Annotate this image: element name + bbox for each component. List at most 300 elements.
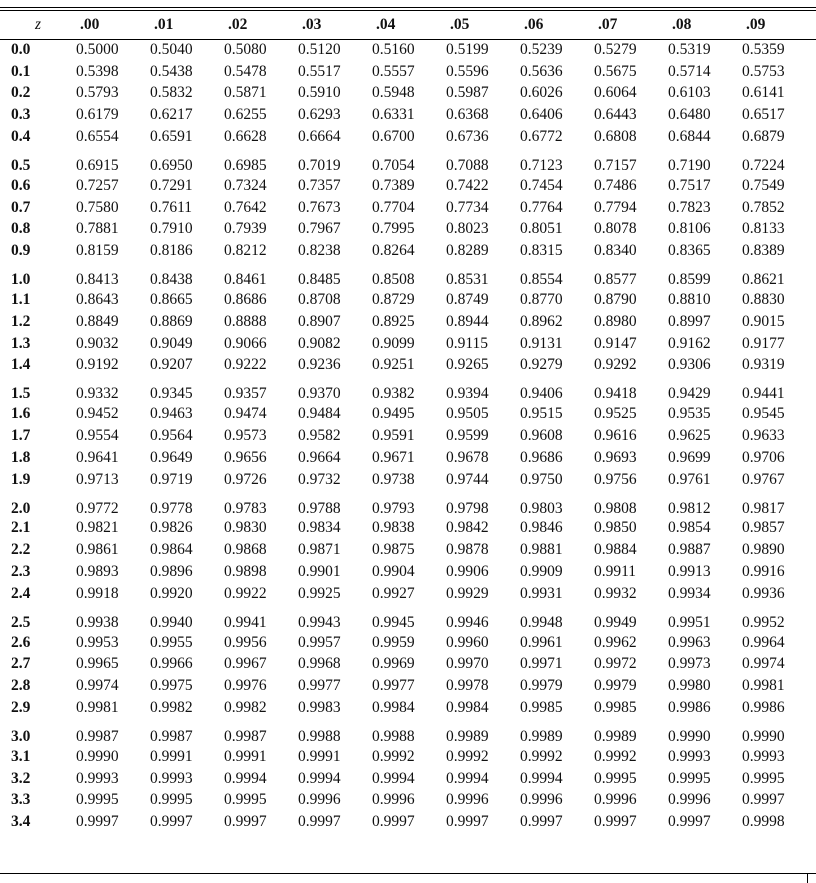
z-value-cell: 0.7: [11, 198, 31, 216]
z-value-cell: 1.9: [11, 470, 31, 488]
probability-cell: 0.9898: [224, 563, 267, 581]
probability-cell: 0.9591: [372, 427, 415, 445]
probability-cell: 0.9987: [150, 727, 193, 745]
probability-cell: 0.9990: [668, 727, 711, 745]
probability-cell: 0.9949: [594, 613, 637, 631]
probability-cell: 0.9920: [150, 584, 193, 602]
probability-cell: 0.9994: [520, 769, 563, 787]
z-value-cell: 2.6: [11, 633, 31, 651]
probability-cell: 0.6103: [668, 84, 711, 102]
probability-cell: 0.8289: [446, 242, 489, 260]
probability-cell: 0.9236: [298, 356, 341, 374]
probability-cell: 0.5793: [76, 84, 119, 102]
probability-cell: 0.8531: [446, 271, 489, 289]
probability-cell: 0.8438: [150, 271, 193, 289]
probability-cell: 0.9857: [742, 519, 785, 537]
probability-cell: 0.5478: [224, 62, 267, 80]
probability-cell: 0.5714: [668, 62, 711, 80]
probability-cell: 0.9986: [668, 699, 711, 717]
probability-cell: 0.8186: [150, 242, 193, 260]
table-row: [0, 311, 816, 333]
probability-cell: 0.7823: [668, 198, 711, 216]
table-row: [0, 376, 816, 403]
probability-cell: 0.5239: [520, 40, 563, 58]
probability-cell: 0.9306: [668, 356, 711, 374]
z-value-cell: 3.0: [11, 727, 31, 745]
probability-cell: 0.9162: [668, 334, 711, 352]
probability-cell: 0.5000: [76, 40, 119, 58]
probability-cell: 0.7673: [298, 198, 341, 216]
table-row: [0, 790, 816, 812]
table-row: [0, 697, 816, 719]
probability-cell: 0.9911: [594, 563, 637, 581]
probability-cell: 0.9535: [668, 405, 711, 423]
probability-cell: 0.9997: [372, 813, 415, 831]
probability-cell: 0.6808: [594, 128, 637, 146]
probability-cell: 0.6517: [742, 106, 785, 124]
probability-cell: 0.9992: [446, 747, 489, 765]
z-value-cell: 1.8: [11, 448, 31, 466]
probability-cell: 0.6700: [372, 128, 415, 146]
probability-cell: 0.9564: [150, 427, 193, 445]
probability-cell: 0.8686: [224, 291, 267, 309]
probability-cell: 0.9992: [594, 747, 637, 765]
probability-cell: 0.5948: [372, 84, 415, 102]
probability-cell: 0.6064: [594, 84, 637, 102]
probability-cell: 0.5160: [372, 40, 415, 58]
probability-cell: 0.9830: [224, 519, 267, 537]
table-row: [0, 403, 816, 425]
probability-cell: 0.8508: [372, 271, 415, 289]
probability-cell: 0.9838: [372, 519, 415, 537]
probability-cell: 0.9207: [150, 356, 193, 374]
probability-cell: 0.6179: [76, 106, 119, 124]
z-value-cell: 3.2: [11, 769, 31, 787]
z-value-cell: 0.0: [11, 40, 31, 58]
z-value-cell: 0.5: [11, 156, 31, 174]
probability-cell: 0.5438: [150, 62, 193, 80]
probability-cell: 0.9991: [298, 747, 341, 765]
z-value-cell: 0.4: [11, 128, 31, 146]
probability-cell: 0.9977: [372, 677, 415, 695]
probability-cell: 0.9993: [742, 747, 785, 765]
probability-cell: 0.9842: [446, 519, 489, 537]
table-row: [0, 583, 816, 605]
probability-cell: 0.9997: [742, 791, 785, 809]
probability-cell: 0.9946: [446, 613, 489, 631]
probability-cell: 0.9713: [76, 470, 119, 488]
probability-cell: 0.9995: [76, 791, 119, 809]
probability-cell: 0.7257: [76, 176, 119, 194]
probability-cell: 0.5319: [668, 40, 711, 58]
table-row: [0, 197, 816, 219]
probability-cell: 0.9846: [520, 519, 563, 537]
top-rule-outer: [0, 7, 816, 8]
probability-cell: 0.9834: [298, 519, 341, 537]
table-row: [0, 83, 816, 105]
probability-cell: 0.9995: [742, 769, 785, 787]
probability-cell: 0.9965: [76, 655, 119, 673]
probability-cell: 0.9719: [150, 470, 193, 488]
probability-cell: 0.8577: [594, 271, 637, 289]
header-col: .02: [228, 16, 248, 33]
probability-cell: 0.5557: [372, 62, 415, 80]
probability-cell: 0.8997: [668, 312, 711, 330]
probability-cell: 0.9904: [372, 563, 415, 581]
probability-cell: 0.9608: [520, 427, 563, 445]
probability-cell: 0.6736: [446, 128, 489, 146]
probability-cell: 0.5398: [76, 62, 119, 80]
probability-cell: 0.9793: [372, 499, 415, 517]
probability-cell: 0.9977: [298, 677, 341, 695]
probability-cell: 0.9997: [594, 813, 637, 831]
probability-cell: 0.9292: [594, 356, 637, 374]
probability-cell: 0.9982: [224, 699, 267, 717]
z-value-cell: 2.7: [11, 655, 31, 673]
probability-cell: 0.9599: [446, 427, 489, 445]
z-value-cell: 0.3: [11, 106, 31, 124]
probability-cell: 0.9918: [76, 584, 119, 602]
table-row: [0, 148, 816, 175]
probability-cell: 0.8315: [520, 242, 563, 260]
z-value-cell: 0.1: [11, 62, 31, 80]
probability-cell: 0.8461: [224, 271, 267, 289]
probability-cell: 0.9985: [520, 699, 563, 717]
probability-cell: 0.9987: [76, 727, 119, 745]
probability-cell: 0.9969: [372, 655, 415, 673]
probability-cell: 0.8133: [742, 220, 785, 238]
header-col: .09: [746, 16, 766, 33]
table-row: [0, 425, 816, 447]
probability-cell: 0.9989: [594, 727, 637, 745]
probability-cell: 0.9940: [150, 613, 193, 631]
probability-cell: 0.9988: [298, 727, 341, 745]
probability-cell: 0.9693: [594, 448, 637, 466]
probability-cell: 0.9964: [742, 633, 785, 651]
probability-cell: 0.9945: [372, 613, 415, 631]
probability-cell: 0.9980: [668, 677, 711, 695]
probability-cell: 0.9678: [446, 448, 489, 466]
probability-cell: 0.8810: [668, 291, 711, 309]
probability-cell: 0.9878: [446, 541, 489, 559]
probability-cell: 0.9993: [150, 769, 193, 787]
probability-cell: 0.9960: [446, 633, 489, 651]
probability-cell: 0.9993: [76, 769, 119, 787]
probability-cell: 0.7157: [594, 156, 637, 174]
header-col: .05: [450, 16, 470, 33]
probability-cell: 0.9418: [594, 385, 637, 403]
probability-cell: 0.9649: [150, 448, 193, 466]
probability-cell: 0.9406: [520, 385, 563, 403]
table-row: [0, 61, 816, 83]
probability-cell: 0.9985: [594, 699, 637, 717]
header-col: .07: [598, 16, 618, 33]
z-value-cell: 3.3: [11, 791, 31, 809]
probability-cell: 0.5359: [742, 40, 785, 58]
z-value-cell: 1.3: [11, 334, 31, 352]
probability-cell: 0.7995: [372, 220, 415, 238]
probability-cell: 0.8159: [76, 242, 119, 260]
probability-cell: 0.9984: [446, 699, 489, 717]
probability-cell: 0.9345: [150, 385, 193, 403]
z-value-cell: 0.2: [11, 84, 31, 102]
probability-cell: 0.5753: [742, 62, 785, 80]
probability-cell: 0.9991: [150, 747, 193, 765]
table-row: [0, 289, 816, 311]
probability-cell: 0.6293: [298, 106, 341, 124]
probability-cell: 0.9975: [150, 677, 193, 695]
probability-cell: 0.6915: [76, 156, 119, 174]
probability-cell: 0.9641: [76, 448, 119, 466]
probability-cell: 0.7324: [224, 176, 267, 194]
probability-cell: 0.9015: [742, 312, 785, 330]
probability-cell: 0.8365: [668, 242, 711, 260]
probability-cell: 0.9495: [372, 405, 415, 423]
probability-cell: 0.7794: [594, 198, 637, 216]
z-value-cell: 1.7: [11, 427, 31, 445]
probability-cell: 0.9881: [520, 541, 563, 559]
probability-cell: 0.9808: [594, 499, 637, 517]
probability-cell: 0.9966: [150, 655, 193, 673]
probability-cell: 0.9864: [150, 541, 193, 559]
probability-cell: 0.8770: [520, 291, 563, 309]
probability-cell: 0.9896: [150, 563, 193, 581]
probability-cell: 0.9394: [446, 385, 489, 403]
probability-cell: 0.9251: [372, 356, 415, 374]
probability-cell: 0.7054: [372, 156, 415, 174]
probability-cell: 0.8925: [372, 312, 415, 330]
probability-cell: 0.9826: [150, 519, 193, 537]
probability-cell: 0.7291: [150, 176, 193, 194]
probability-cell: 0.9936: [742, 584, 785, 602]
probability-cell: 0.5832: [150, 84, 193, 102]
probability-cell: 0.9699: [668, 448, 711, 466]
table-row: [0, 469, 816, 491]
probability-cell: 0.9951: [668, 613, 711, 631]
table-row: [0, 605, 816, 632]
probability-cell: 0.8790: [594, 291, 637, 309]
probability-cell: 0.8238: [298, 242, 341, 260]
probability-cell: 0.9726: [224, 470, 267, 488]
probability-cell: 0.9997: [668, 813, 711, 831]
table-row: [0, 240, 816, 262]
probability-cell: 0.9998: [742, 813, 785, 831]
probability-cell: 0.9981: [76, 699, 119, 717]
probability-cell: 0.8413: [76, 271, 119, 289]
probability-cell: 0.9772: [76, 499, 119, 517]
probability-cell: 0.7764: [520, 198, 563, 216]
probability-cell: 0.9931: [520, 584, 563, 602]
probability-cell: 0.7852: [742, 198, 785, 216]
probability-cell: 0.9582: [298, 427, 341, 445]
probability-cell: 0.9992: [372, 747, 415, 765]
table-row: [0, 175, 816, 197]
probability-cell: 0.7486: [594, 176, 637, 194]
probability-cell: 0.6255: [224, 106, 267, 124]
z-value-cell: 2.4: [11, 584, 31, 602]
probability-cell: 0.9996: [446, 791, 489, 809]
probability-cell: 0.8212: [224, 242, 267, 260]
probability-cell: 0.7357: [298, 176, 341, 194]
probability-cell: 0.9995: [224, 791, 267, 809]
probability-cell: 0.9664: [298, 448, 341, 466]
probability-cell: 0.9625: [668, 427, 711, 445]
probability-cell: 0.9756: [594, 470, 637, 488]
probability-cell: 0.6217: [150, 106, 193, 124]
probability-cell: 0.9429: [668, 385, 711, 403]
probability-cell: 0.7224: [742, 156, 785, 174]
probability-cell: 0.7642: [224, 198, 267, 216]
table-row: [0, 333, 816, 355]
z-value-cell: 2.8: [11, 677, 31, 695]
probability-cell: 0.9983: [298, 699, 341, 717]
probability-cell: 0.9767: [742, 470, 785, 488]
z-value-cell: 1.6: [11, 405, 31, 423]
probability-cell: 0.9997: [224, 813, 267, 831]
probability-cell: 0.6026: [520, 84, 563, 102]
probability-cell: 0.8888: [224, 312, 267, 330]
probability-cell: 0.6331: [372, 106, 415, 124]
probability-cell: 0.9929: [446, 584, 489, 602]
probability-cell: 0.9573: [224, 427, 267, 445]
probability-cell: 0.8621: [742, 271, 785, 289]
table-row: [0, 768, 816, 790]
probability-cell: 0.6664: [298, 128, 341, 146]
probability-cell: 0.8708: [298, 291, 341, 309]
probability-cell: 0.8729: [372, 291, 415, 309]
probability-cell: 0.9890: [742, 541, 785, 559]
z-value-cell: 0.8: [11, 220, 31, 238]
probability-cell: 0.6950: [150, 156, 193, 174]
probability-cell: 0.9990: [742, 727, 785, 745]
z-value-cell: 1.1: [11, 291, 31, 309]
probability-cell: 0.9982: [150, 699, 193, 717]
probability-cell: 0.9099: [372, 334, 415, 352]
probability-cell: 0.9177: [742, 334, 785, 352]
probability-cell: 0.9812: [668, 499, 711, 517]
probability-cell: 0.9963: [668, 633, 711, 651]
probability-cell: 0.8485: [298, 271, 341, 289]
probability-cell: 0.9909: [520, 563, 563, 581]
probability-cell: 0.9686: [520, 448, 563, 466]
table-row: [0, 518, 816, 540]
probability-cell: 0.7881: [76, 220, 119, 238]
table-row: [0, 675, 816, 697]
z-value-cell: 3.1: [11, 747, 31, 765]
probability-cell: 0.7019: [298, 156, 341, 174]
bottom-rule: [0, 873, 816, 874]
probability-cell: 0.9995: [594, 769, 637, 787]
probability-cell: 0.9357: [224, 385, 267, 403]
probability-cell: 0.9671: [372, 448, 415, 466]
probability-cell: 0.9984: [372, 699, 415, 717]
probability-cell: 0.9994: [372, 769, 415, 787]
probability-cell: 0.9452: [76, 405, 119, 423]
probability-cell: 0.9978: [446, 677, 489, 695]
probability-cell: 0.9906: [446, 563, 489, 581]
probability-cell: 0.9987: [224, 727, 267, 745]
probability-cell: 0.8869: [150, 312, 193, 330]
probability-cell: 0.9778: [150, 499, 193, 517]
probability-cell: 0.9962: [594, 633, 637, 651]
probability-cell: 0.6591: [150, 128, 193, 146]
probability-cell: 0.9798: [446, 499, 489, 517]
probability-cell: 0.9974: [76, 677, 119, 695]
table-row: [0, 262, 816, 289]
header-col: .01: [154, 16, 174, 33]
probability-cell: 0.6141: [742, 84, 785, 102]
table-row: [0, 654, 816, 676]
probability-cell: 0.9633: [742, 427, 785, 445]
probability-cell: 0.9884: [594, 541, 637, 559]
probability-cell: 0.9991: [224, 747, 267, 765]
probability-cell: 0.9913: [668, 563, 711, 581]
probability-cell: 0.7580: [76, 198, 119, 216]
table-row: [0, 126, 816, 148]
header-z: z: [34, 16, 42, 33]
probability-cell: 0.9147: [594, 334, 637, 352]
table-row: [0, 39, 816, 61]
header-col: .04: [376, 16, 396, 33]
probability-cell: 0.9554: [76, 427, 119, 445]
probability-cell: 0.9959: [372, 633, 415, 651]
table-row: [0, 355, 816, 377]
probability-cell: 0.9441: [742, 385, 785, 403]
probability-cell: 0.8665: [150, 291, 193, 309]
probability-cell: 0.9997: [520, 813, 563, 831]
probability-cell: 0.9505: [446, 405, 489, 423]
probability-cell: 0.8944: [446, 312, 489, 330]
probability-cell: 0.9971: [520, 655, 563, 673]
probability-cell: 0.7088: [446, 156, 489, 174]
probability-cell: 0.7704: [372, 198, 415, 216]
probability-cell: 0.7549: [742, 176, 785, 194]
probability-cell: 0.9996: [594, 791, 637, 809]
probability-cell: 0.9968: [298, 655, 341, 673]
probability-cell: 0.7454: [520, 176, 563, 194]
z-value-cell: 2.3: [11, 563, 31, 581]
normal-distribution-table: [0, 11, 816, 833]
probability-cell: 0.8849: [76, 312, 119, 330]
probability-cell: 0.9893: [76, 563, 119, 581]
probability-cell: 0.9988: [372, 727, 415, 745]
probability-cell: 0.9032: [76, 334, 119, 352]
probability-cell: 0.9871: [298, 541, 341, 559]
probability-cell: 0.9934: [668, 584, 711, 602]
probability-cell: 0.6443: [594, 106, 637, 124]
probability-cell: 0.9996: [520, 791, 563, 809]
header-col: .00: [80, 16, 100, 33]
probability-cell: 0.9997: [76, 813, 119, 831]
table-row: [0, 539, 816, 561]
probability-cell: 0.9922: [224, 584, 267, 602]
probability-cell: 0.9979: [594, 677, 637, 695]
probability-cell: 0.6772: [520, 128, 563, 146]
probability-cell: 0.8980: [594, 312, 637, 330]
probability-cell: 0.7734: [446, 198, 489, 216]
probability-cell: 0.9868: [224, 541, 267, 559]
probability-cell: 0.8106: [668, 220, 711, 238]
probability-cell: 0.6368: [446, 106, 489, 124]
probability-cell: 0.9861: [76, 541, 119, 559]
probability-cell: 0.9990: [76, 747, 119, 765]
probability-cell: 0.9783: [224, 499, 267, 517]
probability-cell: 0.9732: [298, 470, 341, 488]
z-value-cell: 1.4: [11, 356, 31, 374]
probability-cell: 0.9956: [224, 633, 267, 651]
table-row: [0, 219, 816, 241]
probability-cell: 0.9957: [298, 633, 341, 651]
